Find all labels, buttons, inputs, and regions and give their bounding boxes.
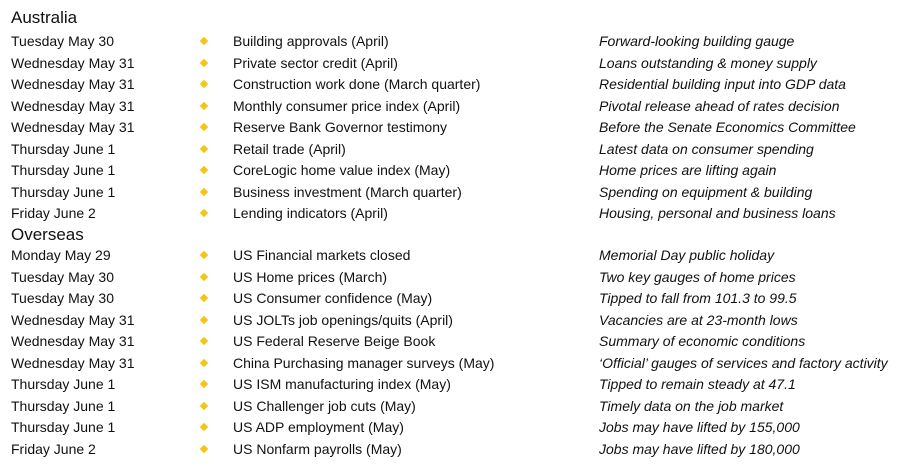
- diamond-bullet-icon: [200, 380, 208, 388]
- row-event: Construction work done (March quarter): [233, 76, 481, 93]
- diamond-bullet-icon: [200, 294, 208, 302]
- calendar-row: [0, 396, 912, 418]
- row-note: Timely data on the job market: [599, 397, 784, 414]
- row-date: Wednesday May 31: [11, 311, 135, 328]
- calendar-row: [0, 245, 912, 267]
- calendar-row: [0, 139, 912, 161]
- row-note: Vacancies are at 23-month lows: [599, 311, 798, 328]
- row-event: Building approvals (April): [233, 33, 389, 49]
- section-title-australia: Australia: [11, 8, 78, 27]
- diamond-bullet-icon: [200, 402, 208, 410]
- row-date: Tuesday May 30: [11, 268, 114, 285]
- row-event: US Challenger job cuts (May): [233, 397, 416, 414]
- row-date: Thursday June 1: [11, 376, 116, 393]
- row-note: Before the Senate Economics Committee: [599, 119, 856, 136]
- row-date: Thursday June 1: [11, 419, 116, 436]
- calendar-row: [0, 417, 912, 439]
- diamond-bullet-icon: [200, 315, 208, 323]
- row-event: US ADP employment (May): [233, 419, 404, 436]
- row-date: Thursday June 1: [11, 397, 116, 414]
- diamond-bullet-icon: [200, 188, 208, 196]
- row-note: Forward-looking building gauge: [599, 33, 795, 49]
- row-event: Private sector credit (April): [233, 54, 398, 71]
- row-date: Tuesday May 30: [11, 290, 114, 307]
- row-note: Tipped to fall from 101.3 to 99.5: [599, 290, 797, 307]
- row-note: Tipped to remain steady at 47.1: [599, 376, 796, 393]
- calendar-row: [0, 353, 912, 375]
- row-note: Latest data on consumer spending: [599, 140, 814, 157]
- row-event: US Financial markets closed: [233, 247, 411, 263]
- diamond-bullet-icon: [200, 145, 208, 153]
- row-note: ‘Official’ gauges of services and factory activity: [599, 354, 888, 371]
- row-note: Summary of economic conditions: [599, 333, 806, 350]
- calendar-row: [0, 53, 912, 75]
- calendar-row: [0, 203, 912, 225]
- row-date: Thursday June 1: [11, 183, 116, 200]
- row-note: Home prices are lifting again: [599, 162, 777, 179]
- row-event: US Consumer confidence (May): [233, 290, 433, 307]
- diamond-bullet-icon: [200, 423, 208, 431]
- row-date: Tuesday May 30: [11, 33, 114, 49]
- diamond-bullet-icon: [200, 123, 208, 131]
- calendar-row: [0, 439, 912, 461]
- calendar-row: [0, 160, 912, 182]
- row-note: Pivotal release ahead of rates decision: [599, 97, 840, 114]
- row-note: Two key gauges of home prices: [599, 268, 796, 285]
- row-note: Memorial Day public holiday: [599, 247, 775, 263]
- calendar-row: [0, 267, 912, 289]
- row-date: Wednesday May 31: [11, 119, 135, 136]
- calendar-row: [0, 288, 912, 310]
- row-event: Monthly consumer price index (April): [233, 97, 461, 114]
- row-event: US Home prices (March): [233, 268, 388, 285]
- calendar-row: [0, 31, 912, 53]
- row-note: Residential building input into GDP data: [599, 76, 846, 93]
- diamond-bullet-icon: [200, 80, 208, 88]
- diamond-bullet-icon: [200, 337, 208, 345]
- row-date: Wednesday May 31: [11, 354, 135, 371]
- calendar-row: [0, 374, 912, 396]
- row-event: Lending indicators (April): [233, 205, 388, 222]
- calendar-row: [0, 182, 912, 204]
- row-date: Wednesday May 31: [11, 333, 135, 350]
- row-event: Business investment (March quarter): [233, 183, 462, 200]
- calendar-row: [0, 310, 912, 332]
- diamond-bullet-icon: [200, 251, 208, 259]
- row-event: CoreLogic home value index (May): [233, 162, 451, 179]
- diamond-bullet-icon: [200, 166, 208, 174]
- diamond-bullet-icon: [200, 37, 208, 45]
- row-date: Thursday June 1: [11, 140, 116, 157]
- row-date: Wednesday May 31: [11, 97, 135, 114]
- calendar-row: [0, 96, 912, 118]
- row-note: Spending on equipment & building: [599, 183, 813, 200]
- row-note: Loans outstanding & money supply: [599, 54, 817, 71]
- row-note: Jobs may have lifted by 155,000: [599, 419, 800, 436]
- row-note: Jobs may have lifted by 180,000: [599, 440, 800, 457]
- row-date: Monday May 29: [11, 247, 111, 263]
- row-event: Reserve Bank Governor testimony: [233, 119, 447, 136]
- row-date: Wednesday May 31: [11, 54, 135, 71]
- diamond-bullet-icon: [200, 209, 208, 217]
- row-date: Wednesday May 31: [11, 76, 135, 93]
- row-event: Retail trade (April): [233, 140, 346, 157]
- row-event: US ISM manufacturing index (May): [233, 376, 451, 393]
- row-event: US Nonfarm payrolls (May): [233, 440, 402, 457]
- row-note: Housing, personal and business loans: [599, 205, 836, 222]
- diamond-bullet-icon: [200, 359, 208, 367]
- row-date: Friday June 2: [11, 440, 96, 457]
- diamond-bullet-icon: [200, 272, 208, 280]
- row-event: US Federal Reserve Beige Book: [233, 333, 436, 350]
- calendar-row: [0, 117, 912, 139]
- section-title-overseas: Overseas: [11, 225, 84, 244]
- row-date: Friday June 2: [11, 205, 96, 222]
- row-date: Thursday June 1: [11, 162, 116, 179]
- row-event: US JOLTs job openings/quits (April): [233, 311, 453, 328]
- calendar-row: [0, 331, 912, 353]
- row-event: China Purchasing manager surveys (May): [233, 354, 495, 371]
- diamond-bullet-icon: [200, 445, 208, 453]
- calendar-row: [0, 74, 912, 96]
- diamond-bullet-icon: [200, 101, 208, 109]
- diamond-bullet-icon: [200, 58, 208, 66]
